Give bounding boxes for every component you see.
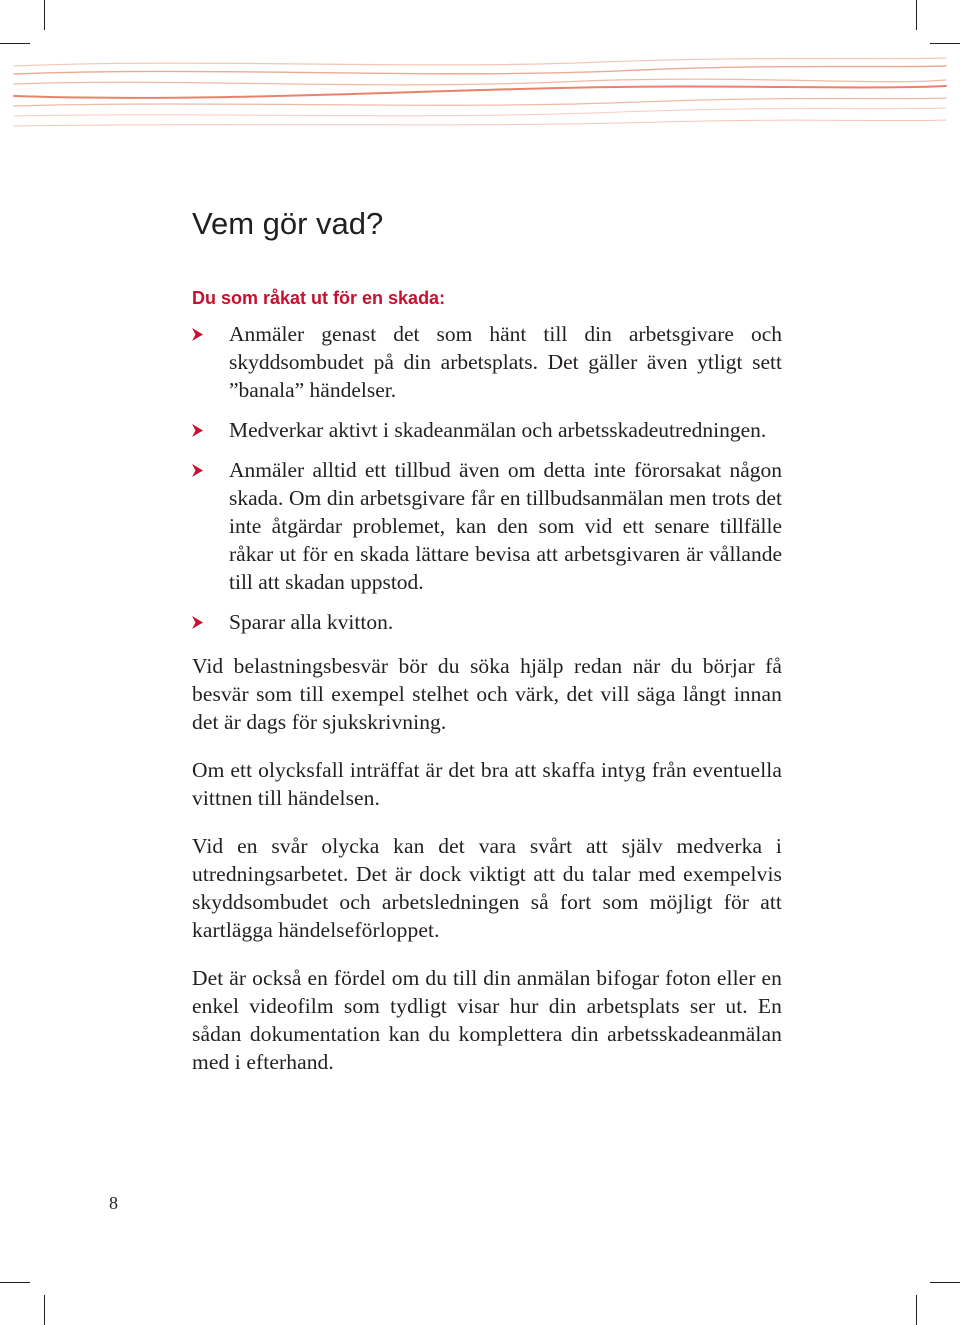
bullet-list xyxy=(192,320,782,636)
page-number: 8 xyxy=(109,1193,118,1213)
wavy-line-decoration xyxy=(0,0,960,140)
body-paragraph: Vid en svår olycka kan det vara svårt att själv medverka i utredningsarbetet. Det är dock viktigt att du talar med exempelvis skyddsombudet och arbetsledningen så fort som möjligt för att kartlägga händelseförloppet. xyxy=(192,834,782,942)
crop-mark-bottom-left-horizontal xyxy=(0,1282,30,1283)
red-triangle-arrow-icon xyxy=(192,464,203,477)
list-item-text: Medverkar aktivt i skadeanmälan och arbetsskadeutredningen. xyxy=(229,418,767,442)
list-item xyxy=(192,416,782,444)
list-item xyxy=(192,456,782,596)
body-paragraph: Vid belastningsbesvär bör du söka hjälp redan när du börjar få besvär som till exempel stelhet och värk, det vill säga långt innan det är dags för sjukskrivning. xyxy=(192,654,782,734)
list-item-text: Sparar alla kvitton. xyxy=(229,610,394,634)
crop-mark-bottom-right-horizontal xyxy=(930,1282,960,1283)
red-triangle-arrow-icon xyxy=(192,328,203,341)
page-title: Vem gör vad? xyxy=(192,206,384,241)
list-item-text: Anmäler alltid ett tillbud även om detta inte förorsakat någon skada. Om din arbetsgivare får en tillbudsanmälan men trots det inte åtgärdar problemet, kan den som vid ett senare tillfälle råkar ut för en skada lättare bevisa att arbetsgivaren är vållande till att skadan uppstod. xyxy=(229,458,782,594)
section-subheading: Du som råkat ut för en skada: xyxy=(192,288,446,308)
body-column xyxy=(192,286,782,1096)
list-item-text: Anmäler genast det som hänt till din arbetsgivare och skyddsombudet på din arbetsplats. Det gäller även ytligt sett ”banala” händelser. xyxy=(229,322,782,402)
red-triangle-arrow-icon xyxy=(192,424,203,437)
list-item xyxy=(192,320,782,404)
crop-mark-bottom-left-vertical xyxy=(44,1295,45,1325)
body-paragraph: Det är också en fördel om du till din anmälan bifogar foton eller en enkel videofilm som tydligt visar hur din arbetsplats ser ut. En sådan dokumentation kan du komplettera din arbetsskadeanmälan med i efterhand. xyxy=(192,966,782,1074)
list-item xyxy=(192,608,782,636)
red-triangle-arrow-icon xyxy=(192,616,203,629)
crop-mark-bottom-right-vertical xyxy=(916,1295,917,1325)
body-paragraph: Om ett olycksfall inträffat är det bra att skaffa intyg från eventuella vittnen till händelsen. xyxy=(192,758,782,810)
